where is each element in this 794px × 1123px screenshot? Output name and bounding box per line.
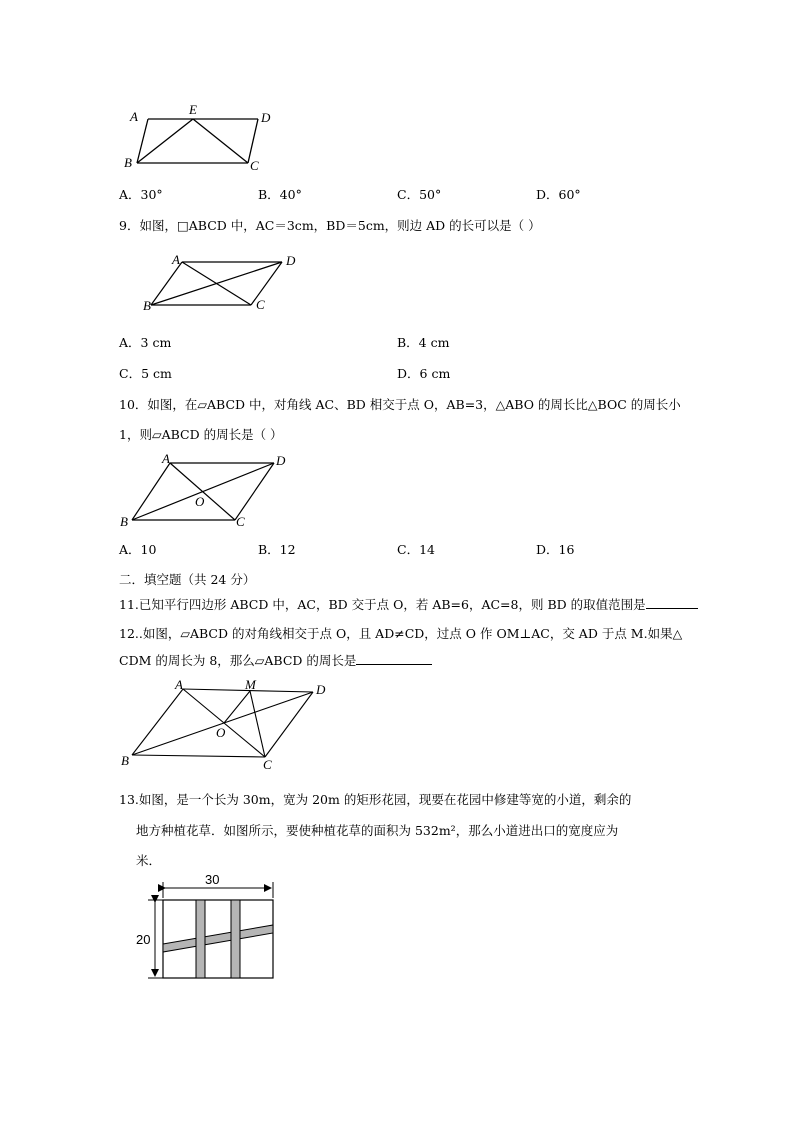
- q8-option-a: A．30°: [119, 187, 163, 202]
- q10-option-d: D．16: [536, 542, 575, 557]
- section-title-fill-in: 二．填空题（共 24 分）: [119, 572, 256, 587]
- q10-label-o: O: [195, 494, 205, 509]
- q10-option-a: A．10: [119, 542, 157, 557]
- q12-label-b: B: [121, 753, 129, 768]
- q13-stem-line2: 地方种植花草．如图所示，要使种植花草的面积为 532m²，那么小道进出口的宽度应为: [136, 823, 619, 838]
- q13-vertical-path-2: [231, 900, 240, 978]
- q8-label-c: C: [250, 158, 259, 173]
- q11-stem: 11.已知平行四边形 ABCD 中，AC，BD 交于点 O，若 AB=6，AC=8，则 BD 的取值范围是: [119, 597, 646, 612]
- q8-label-d: D: [261, 110, 271, 125]
- q13-vertical-path-1: [196, 900, 205, 978]
- q13-length-label: 30: [205, 872, 220, 887]
- q8-option-b: B．40°: [258, 187, 302, 202]
- q8-label-b: B: [124, 155, 132, 170]
- q8-option-d: D．60°: [536, 187, 581, 202]
- q8-label-a: A: [130, 109, 138, 124]
- q13-stem-line3: 米．: [136, 853, 162, 868]
- q8-label-e: E: [189, 102, 197, 117]
- q10-label-c: C: [236, 514, 245, 529]
- q10-option-c: C．14: [397, 542, 435, 557]
- q9-option-c: C．5 cm: [119, 366, 172, 381]
- q8-option-c: C．50°: [397, 187, 442, 202]
- q12-label-o: O: [216, 725, 226, 740]
- q9-label-c: C: [256, 297, 265, 312]
- q10-label-b: B: [120, 514, 128, 529]
- q12-stem-line1: 12..如图，▱ABCD 的对角线相交于点 O，且 AD≠CD，过点 O 作 OM⊥AC，交 AD 于点 M.如果△: [119, 626, 683, 641]
- q9-option-b: B．4 cm: [397, 335, 450, 350]
- q9-option-d: D．6 cm: [397, 366, 451, 381]
- q9-label-b: B: [143, 298, 151, 313]
- q9-label-a: A: [172, 252, 180, 267]
- q12-label-m: M: [245, 677, 256, 692]
- q10-label-d: D: [276, 453, 286, 468]
- q12-stem-line2: CDM 的周长为 8，那么▱ABCD 的周长是: [119, 653, 357, 668]
- q9-option-a: A．3 cm: [119, 335, 172, 350]
- q12-label-a: A: [175, 677, 183, 692]
- q9-label-d: D: [286, 253, 296, 268]
- q12-label-c: C: [263, 757, 272, 772]
- q10-stem-line1: 10．如图，在▱ABCD 中，对角线 AC、BD 相交于点 O，AB=3，△ABO 的周长比△BOC 的周长小: [119, 397, 681, 412]
- q13-width-label: 20: [136, 932, 151, 947]
- q10-option-b: B．12: [258, 542, 296, 557]
- q10-label-a: A: [162, 451, 170, 466]
- q10-stem-line2: 1，则▱ABCD 的周长是（ ）: [119, 427, 283, 442]
- q13-stem-line1: 13.如图，是一个长为 30m，宽为 20m 的矩形花园，现要在花园中修建等宽的小道，剩余的: [119, 792, 632, 807]
- q12-label-d: D: [316, 682, 326, 697]
- q9-stem: 9．如图，□ABCD 中，AC＝3cm，BD＝5cm，则边 AD 的长可以是（ ）: [119, 218, 541, 233]
